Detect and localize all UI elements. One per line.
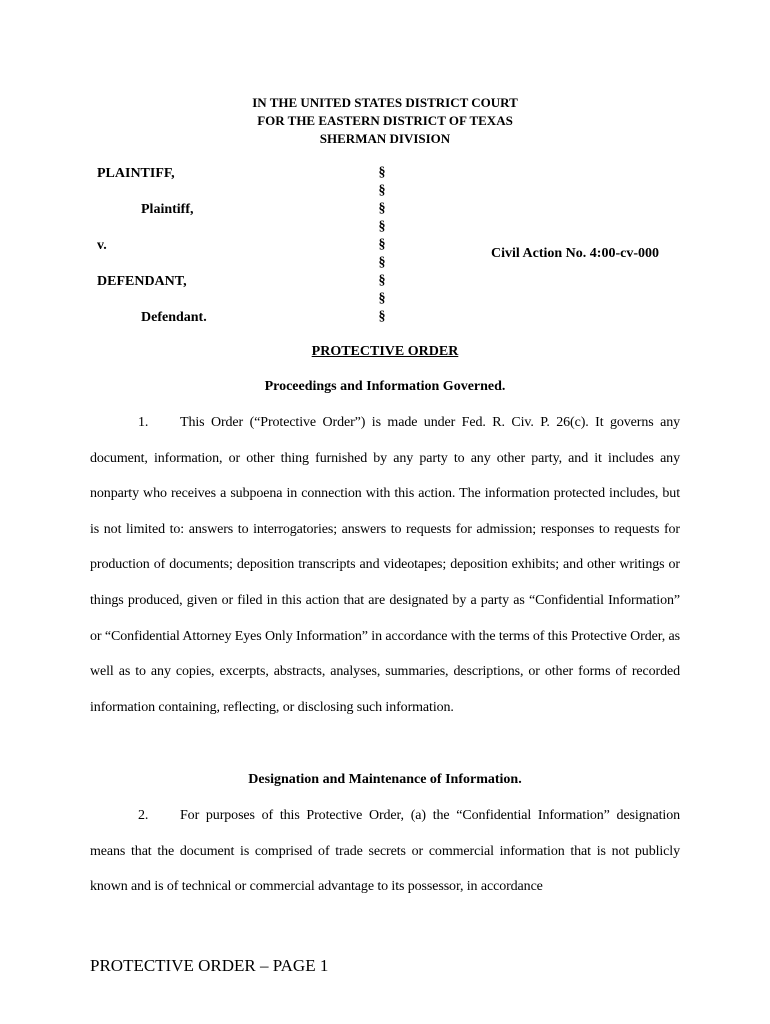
caption-plaintiff: PLAINTIFF, [97,166,175,181]
section-heading-1: Proceedings and Information Governed. [264,379,506,394]
caption-defendant: DEFENDANT, [97,274,187,289]
section-mark: § [378,219,386,234]
section-mark: § [378,309,386,324]
section-mark: § [378,165,386,180]
caption-defendant-role: Defendant. [141,310,207,325]
court-name-line2: FOR THE EASTERN DISTRICT OF TEXAS [257,113,513,128]
page-footer: PROTECTIVE ORDER – PAGE 1 [90,956,329,975]
section-mark: § [378,291,386,306]
section-mark: § [378,255,386,270]
caption-versus: v. [97,238,107,253]
court-name-line1: IN THE UNITED STATES DISTRICT COURT [252,95,518,110]
caption-plaintiff-role: Plaintiff, [141,202,194,217]
court-division: SHERMAN DIVISION [319,131,451,146]
section-mark-column [372,164,392,326]
paragraph-number: 2. [138,808,149,823]
section-mark: § [378,201,386,216]
section-mark: § [378,273,386,288]
paragraph-2 [90,798,680,905]
civil-action-number: Civil Action No. 4:00-cv-000 [491,246,659,261]
paragraph-text: This Order (“Protective Order”) is made under Fed. R. Civ. P. 26(c). It governs any document, information, or other thing furnished by any party to any other party, and it includes any nonparty who receives a subpoena in connection with this action. The information protected includes, but is not limited to: answers to interrogatories; answers to requests for admission; responses to requests for production of documents; deposition transcripts and videotapes; deposition exhibits; and other writings or things produced, given or filed in this action that are designated by a party as “Confidential Information” or “Confidential Attorney Eyes Only Information” in accordance with the terms of this Protective Order, as well as to any copies, excerpts, abstracts, analyses, summaries, descriptions, or other forms of recorded information containing, reflecting, or disclosing such information. [90,415,680,715]
paragraph-1 [90,405,680,725]
order-title: PROTECTIVE ORDER [311,344,459,359]
section-mark: § [378,237,386,252]
section-heading-2: Designation and Maintenance of Information. [248,772,522,787]
paragraph-text: For purposes of this Protective Order, (a) the “Confidential Information” designation means that the document is comprised of trade secrets or commercial information that is not publicly known and is of technical or commercial advantage to its possessor, in accordance [90,808,680,895]
paragraph-number: 1. [138,415,149,430]
section-mark: § [378,183,386,198]
